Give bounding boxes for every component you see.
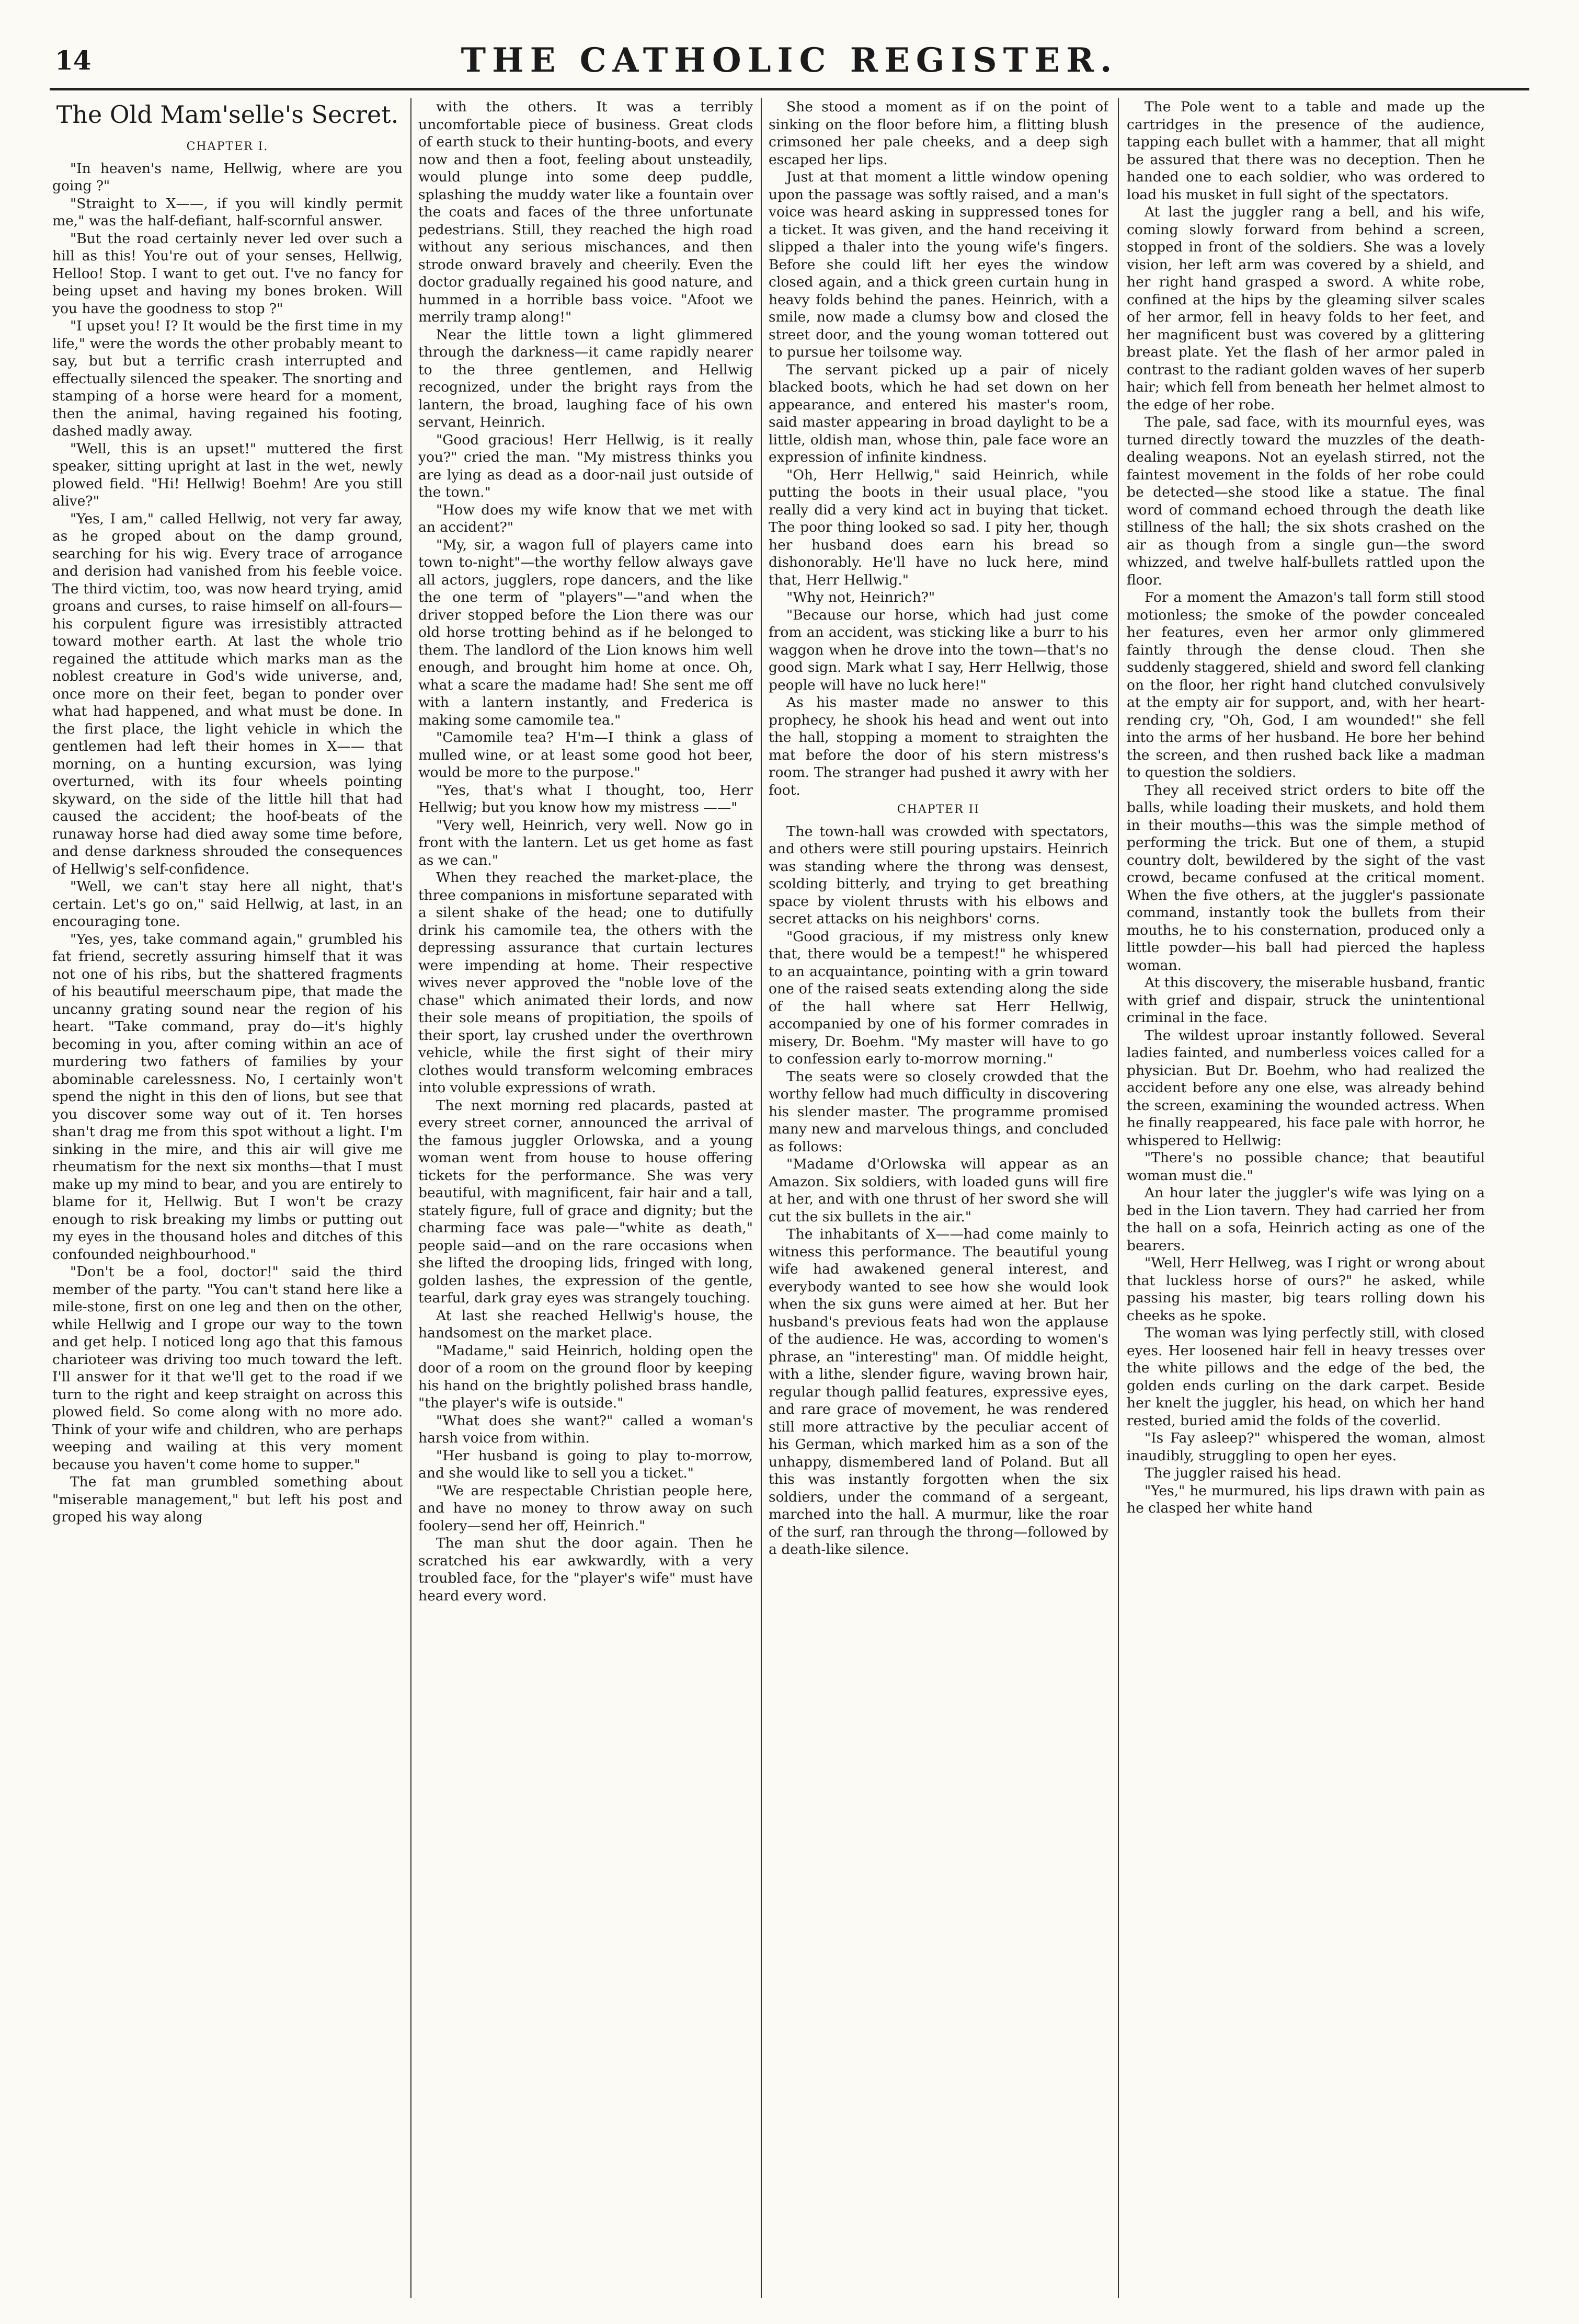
article-paragraph: When they reached the market-place, the three companions in misfortune separated with a silent shake of the head; one to dutifully drink his camomile tea, the others with the depressing assurance that curtain lectures were impending at home. Their respective wives never approved the "noble love of the chase" which animated their lords, and now their sole means of propitiation, the spoils of their sport, lay crushed under the overthrown vehicle, while the first sight of their miry clothes would transform welcoming embraces into voluble expressions of wrath. xyxy=(418,869,753,1096)
article-paragraph: At last the juggler rang a bell, and his wife, coming slowly forward from behind a screen, stopped in front of the soldiers. She was a lovely vision, her left arm was covered by a shield, and her right hand grasped a sword. A white robe, confined at the hips by the gleaming silver scales of her armor, fell in heavy folds to her feet, and her magnificent bust was covered by a glittering breast plate. Yet the flash of her armor paled in contrast to the radiant golden waves of her superb hair; which fell from beneath her helmet almost to the edge of her robe. xyxy=(1127,204,1485,413)
column-2 xyxy=(418,98,753,2298)
column-divider xyxy=(410,98,411,2298)
article-paragraph: "Don't be a fool, doctor!" said the third member of the party. "You can't stand here like a mile-stone, first on one leg and then on the other, while Hellwig and I grope our way to the town and get help. I noticed long ago that this famous charioteer was driving too much toward the left. I'll answer for it that we'll get to the road if we turn to the right and keep straight on across this plowed field. So come along with no more ado. Think of your wife and children, who are perhaps weeping and wailing at this very moment because you haven't come home to supper." xyxy=(52,1264,403,1473)
column-4 xyxy=(1127,98,1485,2298)
chapter-heading: CHAPTER II xyxy=(897,803,980,816)
article-paragraph: "But the road certainly never led over such a hill as this! You're out of your senses, Hellwig, Helloo! Stop. I want to get out. I've no fancy for being upset and having my bones broken. Will you have the goodness to stop ?" xyxy=(52,230,403,317)
article-paragraph: "Madame," said Heinrich, holding open the door of a room on the ground floor by keeping his hand on the brightly polished brass handle, "the player's wife is outside." xyxy=(418,1342,753,1411)
article-paragraph: At this discovery, the miserable husband, frantic with grief and dispair, struck the unintentional criminal in the face. xyxy=(1127,975,1485,1026)
article-paragraph: "Madame d'Orlowska will appear as an Amazon. Six soldiers, with loaded guns will fire at her, and with one thrust of her sword she will cut the six bullets in the air." xyxy=(769,1156,1108,1225)
article-paragraph: "Camomile tea? H'm—I think a glass of mulled wine, or at least some good hot beer, would be more to the purpose." xyxy=(418,729,753,781)
column-divider xyxy=(761,98,762,2298)
article-paragraph: "Why not, Heinrich?" xyxy=(786,589,935,605)
article-paragraph: "Yes, I am," called Hellwig, not very far away, as he groped about on the damp ground, searching for his wig. Every trace of arrogance and derision had vanished from his feeble voice. The third victim, too, was now heard trying, amid groans and curses, to raise himself on all-fours—his corpulent figure was irresistibly attracted toward mother earth. At last the whole trio regained the attitude which marks man as the noblest creature in God's wide universe, and, once more on their feet, began to ponder over what had happened, and what must be done. In the first place, the light vehicle in which the gentlemen had left their homes in X—— that morning, on a hunting excursion, was lying overturned, with its four wheels pointing skyward, on the side of the little hill that had caused the accident; the hoof-beats of the runaway horse had died away some time before, and dense darkness shrouded the consequences of Hellwig's self-confidence. xyxy=(52,510,403,877)
article-paragraph: As his master made no answer to this prophecy, he shook his head and went out into the hall, stopping a moment to straighten the mat before the door of his stern mistress's room. The stranger had pushed it awry with her foot. xyxy=(769,694,1108,798)
article-paragraph: "Well, we can't stay here all night, that's certain. Let's go on," said Hellwig, at last, in an encouraging tone. xyxy=(52,878,403,930)
article-paragraph: "Is Fay asleep?" whispered the woman, almost inaudibly, struggling to open her eyes. xyxy=(1127,1430,1485,1464)
article-paragraph: "Yes, that's what I thought, too, Herr Hellwig; but you know how my mistress ——" xyxy=(418,782,753,816)
column-3-body xyxy=(769,98,1108,1559)
column-4-body xyxy=(1127,98,1485,1517)
article-paragraph: The Pole went to a table and made up the cartridges in the presence of the audience, tapping each bullet with a hammer, that all might be assured that there was no deception. Then he handed one to each soldier, who was ordered to load his musket in full sight of the spectators. xyxy=(1127,99,1485,203)
article-paragraph: The fat man grumbled something about "miserable management," but left his post and groped his way along xyxy=(52,1474,403,1525)
article-paragraph: "Good gracious, if my mistress only knew that, there would be a tempest!" he whispered to an acquaintance, pointing with a grin toward one of the raised seats extending along the side of the hall where sat Herr Hellwig, accompanied by one of his former comrades in misery, Dr. Boehm. "My master will have to go to confession early to-morrow morning." xyxy=(769,928,1108,1067)
article-paragraph: The next morning red placards, pasted at every street corner, announced the arrival of the famous juggler Orlowska, and a young woman went from house to house offering tickets for the performance. She was very beautiful, with magnificent, fair hair and a tall, stately figure, full of grace and dignity; but the charming face was pale—"white as death," people said—and on the rare occasions when she lifted the drooping lids, fringed with long, golden lashes, the expression of the gentle, tearful, dark gray eyes was strangely touching. xyxy=(418,1097,753,1306)
article-paragraph: An hour later the juggler's wife was lying on a bed in the Lion tavern. They had carried her from the hall on a sofa, Heinrich acting as one of the bearers. xyxy=(1127,1185,1485,1254)
column-3 xyxy=(769,98,1108,2298)
header-rule xyxy=(50,88,1529,90)
article-paragraph: "In heaven's name, Hellwig, where are you going ?" xyxy=(52,160,403,194)
article-paragraph: "What does she want?" called a woman's harsh voice from within. xyxy=(418,1412,753,1446)
article-paragraph: Near the little town a light glimmered through the darkness—it came rapidly nearer to the three gentlemen, and Hellwig recognized, under the bright rays from the lantern, the broad, laughing face of his own servant, Heinrich. xyxy=(418,326,753,430)
masthead: THE CATHOLIC REGISTER. xyxy=(461,41,1118,80)
column-1 xyxy=(52,98,403,2298)
column-2-body xyxy=(418,98,753,1605)
article-paragraph: "Because our horse, which had just come from an accident, was sticking like a burr to his waggon when he drove into the town—that's no good sign. Mark what I say, Herr Hellwig, those people will have no luck here!" xyxy=(769,606,1108,693)
story-title: The Old Mam'selle's Secret. xyxy=(56,100,399,129)
article-paragraph: "There's no possible chance; that beautiful woman must die." xyxy=(1127,1150,1485,1184)
article-paragraph: "Very well, Heinrich, very well. Now go in front with the lantern. Let us get home as fast as we can." xyxy=(418,817,753,868)
article-paragraph: "Well, Herr Hellweg, was I right or wrong about that luckless horse of ours?" he asked, while passing his master, big tears rolling down his cheeks as he spoke. xyxy=(1127,1255,1485,1324)
article-paragraph: "How does my wife know that we met with an accident?" xyxy=(418,501,753,535)
article-paragraph: The servant picked up a pair of nicely blacked boots, which he had set down on her appearance, and entered his master's room, said master appearing in broad daylight to be a little, oldish man, whose thin, pale face wore an expression of infinite kindness. xyxy=(769,361,1108,465)
article-paragraph: with the others. It was a terribly uncomfortable piece of business. Great clods of earth stuck to their hunting-boots, and every now and then a foot, feeling about unsteadily, would plunge into some deep puddle, splashing the muddy water like a fountain over the coats and faces of the three unfortunate pedestrians. Still, they reached the high road without any serious mischances, and then strode onward bravely and cheerily. Even the doctor gradually regained his good nature, and hummed in a horrible bass voice. "Afoot we merrily tramp along!" xyxy=(418,99,753,325)
article-paragraph: The town-hall was crowded with spectators, and others were still pouring upstairs. Heinrich was standing where the throng was densest, scolding bitterly, and trying to get breathing space by violent thrusts with his elbows and secret attacks on his neighbors' corns. xyxy=(769,823,1108,927)
article-paragraph: At last she reached Hellwig's house, the handsomest on the market place. xyxy=(418,1307,753,1341)
article-paragraph: For a moment the Amazon's tall form still stood motionless; the smoke of the powder concealed her features, even her armor only glimmered faintly through the dense cloud. Then she suddenly staggered, shield and sword fell clanking on the floor, her right hand clutched convulsively at the empty air for support, and, with her heart-rending cry, "Oh, God, I am wounded!" she fell into the arms of her husband. He bore her behind the screen, and then rushed back like a madman to question the soldiers. xyxy=(1127,589,1485,781)
article-paragraph: She stood a moment as if on the point of sinking on the floor before him, a flitting blush crimsoned her pale cheeks, and a deep sigh escaped her lips. xyxy=(769,99,1108,168)
page-number: 14 xyxy=(55,45,91,76)
article-paragraph: "Well, this is an upset!" muttered the first speaker, sitting upright at last in the wet, newly plowed field. "Hi! Hellwig! Boehm! Are you still alive?" xyxy=(52,440,403,509)
article-paragraph: "Straight to X——, if you will kindly permit me," was the half-defiant, half-scornful answer. xyxy=(52,195,403,229)
article-paragraph: The seats were so closely crowded that the worthy fellow had much difficulty in discovering his slender master. The programme promised many new and marvelous things, and concluded as follows: xyxy=(769,1068,1108,1155)
article-paragraph: The woman was lying perfectly still, with closed eyes. Her loosened hair fell in heavy tresses over the white pillows and the edge of the bed, the golden ends curling on the dark carpet. Beside her knelt the juggler, his head, on which her hand rested, buried amid the folds of the coverlid. xyxy=(1127,1325,1485,1429)
article-paragraph: "We are respectable Christian people here, and have no money to throw away on such foolery—send her off, Heinrich." xyxy=(418,1482,753,1534)
article-paragraph: "Her husband is going to play to-morrow, and she would like to sell you a ticket." xyxy=(418,1447,753,1481)
article-paragraph: The inhabitants of X——had come mainly to witness this performance. The beautiful young wife had awakened general interest, and everybody wanted to see how she would look when the six guns were aimed at her. But her husband's previous feats had won the applause of the audience. He was, according to women's phrase, an "interesting" man. Of middle height, with a lithe, slender figure, waving brown hair, regular though pallid features, expressive eyes, and rare grace of movement, he was rendered still more attractive by the peculiar accent of his German, which marked him as a son of the unhappy, dismembered land of Poland. But all this was instantly forgotten when the six soldiers, under the command of a sergeant, marched into the hall. A murmur, like the roar of the surf, ran through the throng—followed by a death-like silence. xyxy=(769,1226,1108,1558)
column-1-body xyxy=(52,160,403,1526)
article-paragraph: Just at that moment a little window opening upon the passage was softly raised, and a man's voice was heard asking in suppressed tones for a ticket. It was given, and the hand receiving it slipped a thaler into the young wife's fingers. Before she could lift her eyes the window closed again, and a thick green curtain hung in heavy folds behind the panes. Heinrich, with a smile, now made a clumsy bow and closed the street door, and the young woman tottered out to pursue her toilsome way. xyxy=(769,169,1108,360)
article-paragraph: The man shut the door again. Then he scratched his ear awkwardly, with a very troubled face, for the "player's wife" must have heard every word. xyxy=(418,1535,753,1604)
article-paragraph: The juggler raised his head. xyxy=(1145,1465,1342,1481)
article-paragraph: "My, sir, a wagon full of players came into town to-night"—the worthy fellow always gave all actors, jugglers, rope dancers, and the like the one term of "players"—"and when the driver stopped before the Lion there was our old horse trotting behind as if he belonged to them. The landlord of the Lion knows him well enough, and brought him home at once. Oh, what a scare the madame had! She sent me off with a lantern instantly, and Frederica is making some camomile tea." xyxy=(418,536,753,728)
article-paragraph: The wildest uproar instantly followed. Several ladies fainted, and numberless voices called for a physician. But Dr. Boehm, who had realized the accident before any one else, was already behind the screen, examining the wounded actress. When he finally reappeared, his face pale with horror, he whispered to Hellwig: xyxy=(1127,1027,1485,1149)
column-divider xyxy=(1118,98,1119,2298)
article-paragraph: "Oh, Herr Hellwig," said Heinrich, while putting the boots in their usual place, "you really did a very kind act in buying that ticket. The poor thing looked so sad. I pity her, though her husband does earn his bread so dishonorably. He'll have no luck here, mind that, Herr Hellwig." xyxy=(769,466,1108,588)
article-paragraph: The pale, sad face, with its mournful eyes, was turned directly toward the muzzles of the death-dealing weapons. Not an eyelash stirred, not the faintest movement in the folds of her robe could be detected—she stood like a statue. The final word of command echoed through the death like stillness of the hall; the six shots crashed on the air as though from a single gun—the sword whizzed, and twelve half-bullets rattled upon the floor. xyxy=(1127,414,1485,588)
article-paragraph: "Good gracious! Herr Hellwig, is it really you?" cried the man. "My mistress thinks you are lying as dead as a door-nail just outside of the town." xyxy=(418,431,753,500)
chapter-heading: CHAPTER I. xyxy=(186,140,269,153)
article-paragraph: "I upset you! I? It would be the first time in my life," were the words the other probably meant to say, but but a terrific crash interrupted and effectually silenced the speaker. The snorting and stamping of a horse were heard for a moment, then the animal, having regained his footing, dashed madly away. xyxy=(52,318,403,439)
article-paragraph: "Yes," he murmured, his lips drawn with pain as he clasped her white hand xyxy=(1127,1482,1485,1516)
article-paragraph: They all received strict orders to bite off the balls, while loading their muskets, and hold them in their mouths—this was the simple method of performing the trick. But one of them, a stupid country dolt, bewildered by the sight of the vast crowd, became confused at the critical moment. When the five others, at the juggler's passionate command, instantly took the bullets from their mouths, he to his consternation, produced only a little powder—his ball had pierced the hapless woman. xyxy=(1127,782,1485,974)
article-paragraph: "Yes, yes, take command again," grumbled his fat friend, secretly assuring himself that it was not one of his ribs, but the shattered fragments of his beautiful meerschaum pipe, that made the uncanny grating sound near the region of his heart. "Take command, pray do—it's highly becoming in you, after coming within an ace of murdering two fathers of families by your abominable carelessness. No, I certainly won't spend the night in this den of lions, but see that you discover some way out of it. Ten horses shan't drag me from this spot without a light. I'm sinking in the mire, and this air will give me rheumatism for the next six months—that I must make up my mind to bear, and you are entirely to blame for it, Hellwig. But I won't be crazy enough to risk breaking my limbs or putting out my eyes in the thousand holes and ditches of this confounded neighbourhood." xyxy=(52,931,403,1263)
